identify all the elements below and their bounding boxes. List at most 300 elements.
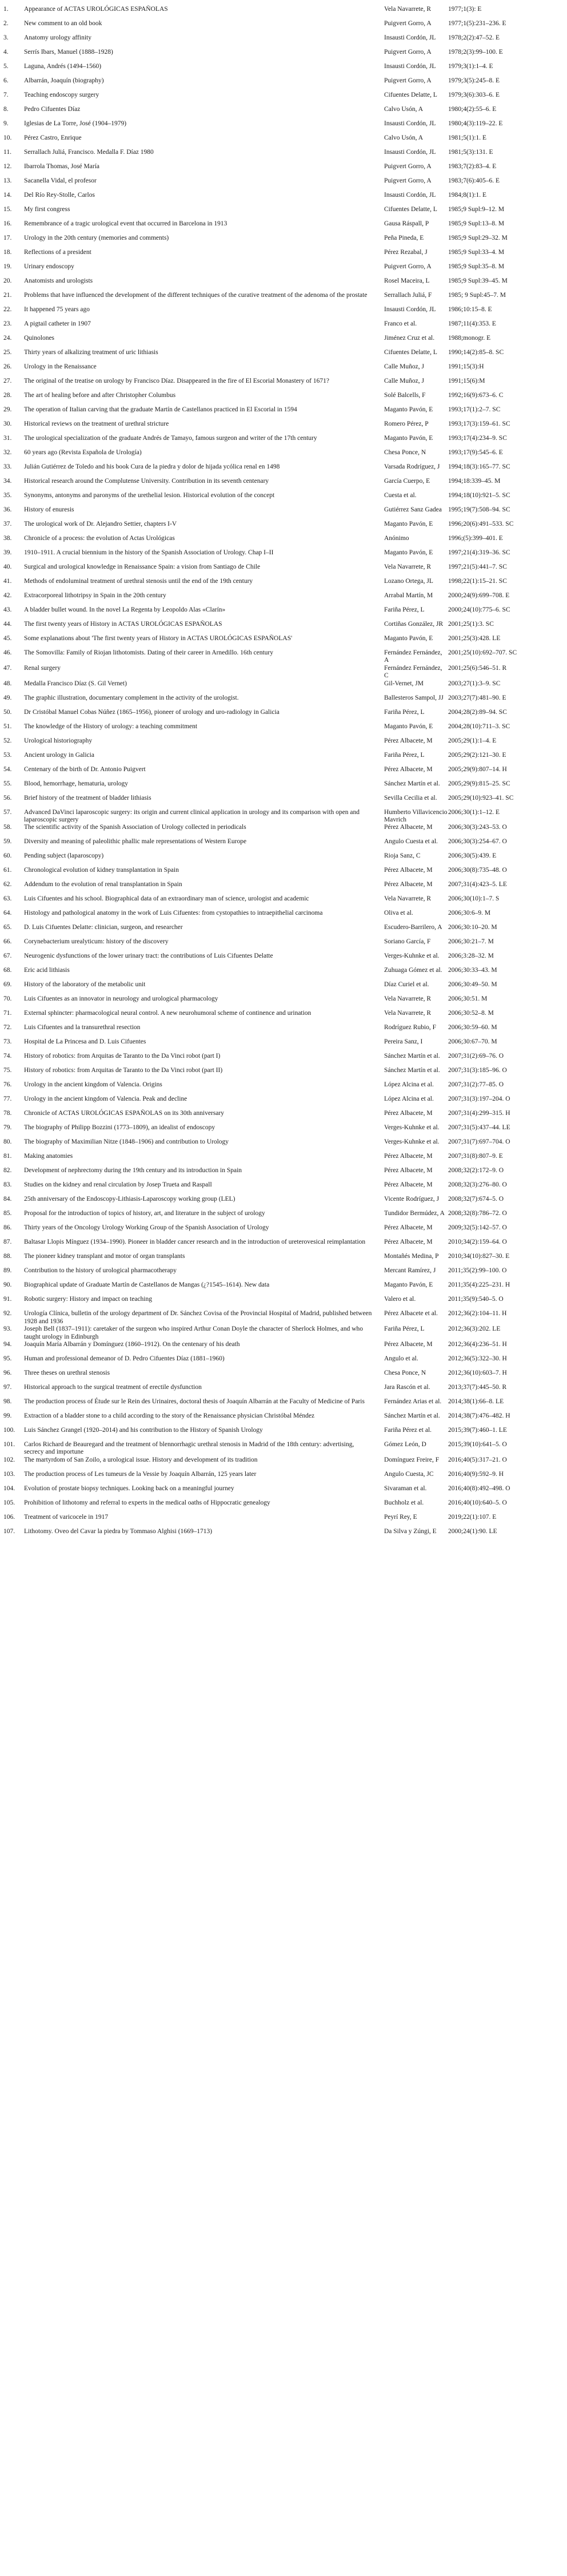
table-row	[0, 924, 567, 938]
entry-reference: 2005;29(10):923–41. SC	[448, 794, 514, 801]
entry-number: 44.	[3, 621, 12, 628]
entry-title: Del Río Rey-Stolle, Carlos	[24, 192, 95, 199]
entry-number: 28.	[3, 392, 12, 399]
entry-reference: 2012;36(4):236–51. H	[448, 1341, 507, 1348]
entry-title: Diversity and meaning of paleolithic phallic male representations of Western Europe	[24, 838, 247, 846]
entry-title: Addendum to the evolution of renal transplantation in Spain	[24, 881, 182, 888]
entry-author: Sánchez Martín et al.	[384, 780, 440, 787]
table-row	[0, 235, 567, 249]
table-row	[0, 1341, 567, 1355]
entry-number: 71.	[3, 1010, 12, 1017]
entry-number: 59.	[3, 838, 12, 846]
table-row	[0, 578, 567, 592]
entry-number: 98.	[3, 1398, 12, 1406]
entry-title: Human and professional demeanor of D. Pedro Cifuentes Díaz (1881–1960)	[24, 1355, 225, 1363]
entry-author: Calvo Usón, A	[384, 106, 424, 113]
entry-title: Urology in the ancient kingdom of Valencia. Peak and decline	[24, 1096, 187, 1103]
table-row	[0, 780, 567, 795]
table-row	[0, 1081, 567, 1096]
entry-author: Pérez Albacete, M	[384, 765, 433, 773]
entry-number: 50.	[3, 708, 12, 716]
entry-reference: 1978;2(2):47–52. E	[448, 34, 500, 41]
entry-title: Surgical and urological knowledge in Renaissance Spain: a vision from Santiago de Chile	[24, 563, 261, 570]
entry-number: 29.	[3, 406, 12, 413]
entry-author: Domínguez Freire, F	[384, 1456, 440, 1463]
entry-number: 66.	[3, 938, 12, 946]
entry-title: Joseph Bell (1837–1911): caretaker of the surgeon who inspired Arthur Conan Doyle the character of Sherlock Holmes, and who taught urology in Edinburgh	[24, 1325, 364, 1340]
entry-reference: 2007;31(5):437–44. LE	[448, 1124, 510, 1132]
entry-number: 85.	[3, 1210, 12, 1217]
entry-reference: 2006;30:52–8. M	[448, 1010, 494, 1017]
table-row	[0, 752, 567, 766]
entry-title: Lithotomy. Oveo del Cavar la piedra by Tommaso Alghisi (1669–1713)	[24, 1527, 213, 1535]
entry-author: Fariña Pérez, L	[384, 1325, 425, 1333]
entry-author: Pérez Albacete, M	[384, 1153, 433, 1160]
entry-number: 1.	[3, 6, 9, 13]
entry-author: Pérez Albacete, M	[384, 824, 433, 831]
entry-reference: 1994;18:339–45. M	[448, 478, 501, 485]
table-row	[0, 478, 567, 492]
entry-title: Problems that have influenced the development of the different techniques of the curative treatment of the adenoma of the prostate	[24, 292, 368, 299]
entry-reference: 1984;8(1):1. E	[448, 192, 487, 199]
table-row	[0, 709, 567, 723]
entry-reference: 2006;30:49–50. M	[448, 981, 497, 989]
entry-author: Varsada Rodríguez, J	[384, 463, 440, 470]
entry-number: 87.	[3, 1239, 12, 1246]
table-row	[0, 506, 567, 521]
entry-number: 91.	[3, 1296, 12, 1303]
table-row	[0, 910, 567, 924]
table-row	[0, 1514, 567, 1528]
entry-title: 25th anniversary of the Endoscopy-Lithiasis-Laparoscopy working group (LEL)	[24, 1196, 235, 1203]
entry-number: 54.	[3, 765, 12, 773]
entry-reference: 2006;30:59–60. M	[448, 1024, 497, 1031]
entry-title: The biography of Maximilian Nitze (1848–1906) and contribution to Urology	[24, 1138, 229, 1146]
entry-reference: 2007;31(4):299–315. H	[448, 1110, 510, 1117]
entry-author: Zuhuaga Gómez et al.	[384, 967, 442, 974]
table-row	[0, 895, 567, 910]
table-row	[0, 77, 567, 92]
entry-reference: 2016;40(5):317–21. O	[448, 1456, 507, 1463]
entry-author: Calle Muñoz, J	[384, 363, 424, 370]
entry-title: Hospital de La Princesa and D. Luis Cifuentes	[24, 1038, 146, 1046]
entry-number: 68.	[3, 967, 12, 974]
table-row	[0, 563, 567, 578]
table-row	[0, 838, 567, 852]
entry-reference: 1985;9 Supl:39–45. M	[448, 277, 508, 284]
entry-reference: 1998;22(1):15–21. SC	[448, 578, 507, 585]
entry-number: 26.	[3, 363, 12, 370]
entry-title: Prohibition of lithotomy and referral to experts in the medical oaths of Hippocratic genealogy	[24, 1499, 270, 1506]
entry-reference: 2012;36(5):322–30. H	[448, 1355, 507, 1363]
entry-number: 106.	[3, 1513, 15, 1521]
table-row	[0, 680, 567, 694]
entry-reference: 2007;31(8):807–9. E	[448, 1153, 503, 1160]
entry-author: Gutiérrez Sanz Gadea	[384, 506, 442, 513]
table-row	[0, 6, 567, 20]
entry-title: Serrallach Juliá, Francisco. Medalla F. Díaz 1980	[24, 149, 154, 156]
entry-title: Studies on the kidney and renal circulation by Josep Trueta and Raspall	[24, 1181, 212, 1189]
table-row	[0, 824, 567, 838]
entry-reference: 2006;30:21–7. M	[448, 938, 494, 946]
table-row	[0, 1138, 567, 1153]
entry-number: 43.	[3, 606, 12, 613]
entry-title: Sacanella Vidal, el profesor	[24, 177, 97, 184]
entry-number: 36.	[3, 506, 12, 513]
entry-author: Cifuentes Delatte, L	[384, 349, 437, 356]
entry-title: The graphic illustration, documentary complement in the activity of the urologist.	[24, 694, 239, 701]
entry-number: 27.	[3, 378, 12, 384]
entry-number: 63.	[3, 895, 12, 903]
table-row	[0, 549, 567, 563]
entry-author: Pérez Albacete, M	[384, 881, 433, 888]
entry-title: Appearance of ACTAS UROLÓGICAS ESPAÑOLAS	[24, 6, 168, 13]
entry-reference: 2010;34(10):827–30. E	[448, 1253, 510, 1260]
entry-reference: 2014;38(1):66–8. LE	[448, 1398, 504, 1406]
table-row	[0, 378, 567, 392]
entry-number: 42.	[3, 592, 12, 599]
entry-title: Anatomy urology affinity	[24, 34, 91, 41]
entry-reference: 1988;monogr. E	[448, 335, 491, 342]
entry-number: 14.	[3, 192, 12, 199]
entry-number: 45.	[3, 635, 12, 642]
entry-author: Pérez Albacete, M	[384, 1110, 433, 1117]
entry-title: Carlos Richard de Beauregard and the treatment of blennorrhagic urethral stenosis in Madrid of the 18th century: advertising, secrecy and importune	[24, 1441, 354, 1456]
publications-table-body	[0, 6, 567, 1542]
entry-reference: 1985;9 Supl:33–4. M	[448, 249, 505, 256]
table-row	[0, 292, 567, 306]
entry-title: Evolution of prostate biopsy techniques. Looking back on a meaningful journey	[24, 1485, 234, 1492]
entry-reference: 2005;29(9):807–14. H	[448, 765, 507, 773]
entry-number: 100.	[3, 1427, 15, 1434]
entry-title: History of robotics: from Arquitas de Taranto to the Da Vinci robot (part I)	[24, 1053, 221, 1060]
table-row	[0, 981, 567, 995]
table-row	[0, 1239, 567, 1253]
entry-number: 102.	[3, 1456, 15, 1463]
entry-title: Extraction of a bladder stone to a child according to the story of the Renaissance physician Christóbal Méndez	[24, 1412, 315, 1420]
entry-reference: 2016;40(9):592–9. H	[448, 1470, 504, 1478]
entry-author: Puigvert Gorro, A	[384, 177, 432, 184]
entry-author: Pérez Rezabal, J	[384, 249, 428, 256]
entry-author: Peyrí Rey, E	[384, 1513, 417, 1521]
table-row	[0, 881, 567, 895]
entry-number: 76.	[3, 1081, 12, 1089]
table-row	[0, 106, 567, 120]
entry-reference: 1979;3(1):1–4. E	[448, 63, 493, 70]
entry-title: Medalla Francisco Díaz (S. Gil Vernet)	[24, 680, 127, 687]
entry-author: Verges-Kuhnke et al.	[384, 1124, 440, 1132]
entry-number: 96.	[3, 1370, 12, 1377]
entry-title: Chronological evolution of kidney transplantation in Spain	[24, 867, 179, 874]
entry-title: Albarrán, Joaquín (biography)	[24, 77, 104, 84]
table-row	[0, 92, 567, 106]
entry-number: 65.	[3, 924, 12, 931]
entry-title: Baltasar Llopis Mínguez (1934–1990). Pioneer in bladder cancer research and in the introduction of ureterovesical reimplantation	[24, 1239, 366, 1246]
entry-author: Maganto Pavón, E	[384, 549, 433, 556]
table-row	[0, 363, 567, 378]
table-row	[0, 1485, 567, 1499]
entry-author: Tundidor Bermúdez, A	[384, 1210, 445, 1217]
entry-title: Synonyms, antonyms and paronyms of the urethelial lesion. Historical evolution of the concept	[24, 492, 275, 499]
entry-number: 39.	[3, 549, 12, 556]
table-row	[0, 120, 567, 134]
table-row	[0, 134, 567, 149]
entry-title: Teaching endoscopy surgery	[24, 92, 99, 98]
entry-author: Serrallach Juliá, F	[384, 292, 432, 299]
entry-reference: 1993;17(4):234–9. SC	[448, 435, 507, 442]
entry-author: Verges-Kuhnke et al.	[384, 1138, 440, 1146]
table-row	[0, 149, 567, 163]
entry-reference: 1977;1(5):231–236. E	[448, 20, 506, 27]
table-row	[0, 952, 567, 967]
table-row	[0, 1253, 567, 1267]
entry-title: Advanced DaVinci laparoscopic surgery: its origin and current clinical application in urology and its comparison with open and laparoscopic surgery	[24, 808, 360, 824]
entry-reference: 2001;25(10):692–707. SC	[448, 649, 517, 656]
entry-reference: 2006;30:67–70. M	[448, 1038, 497, 1046]
entry-number: 49.	[3, 694, 12, 701]
entry-reference: 1997;21(5):441–7. SC	[448, 563, 507, 570]
entry-title: The production process of Les tumeurs de la Vessie by Joaquín Albarrán, 125 years later	[24, 1470, 257, 1478]
table-row	[0, 406, 567, 420]
entry-number: 64.	[3, 910, 12, 917]
table-row	[0, 737, 567, 752]
entry-reference: 2001;25(3):428. LE	[448, 635, 501, 642]
entry-author: Buchholz et al.	[384, 1499, 424, 1506]
entry-reference: 2007;31(7):697–704. O	[448, 1138, 510, 1146]
table-row	[0, 1210, 567, 1224]
entry-author: Vela Navarrete, R	[384, 895, 432, 903]
table-row	[0, 1412, 567, 1427]
entry-number: 3.	[3, 34, 9, 41]
entry-number: 51.	[3, 723, 12, 730]
entry-reference: 1979;3(5):245–8. E	[448, 77, 500, 84]
table-row	[0, 1167, 567, 1181]
table-row	[0, 967, 567, 981]
table-row	[0, 220, 567, 235]
entry-number: 18.	[3, 249, 12, 256]
entry-author: Rioja Sanz, C	[384, 852, 421, 860]
entry-author: Calle Muñoz, J	[384, 378, 424, 384]
entry-number: 47.	[3, 664, 12, 672]
entry-title: Quinolones	[24, 335, 55, 342]
entry-title: Luis Sánchez Grangel (1920–2014) and his contribution to the History of Spanish Urology	[24, 1427, 263, 1434]
table-row	[0, 766, 567, 780]
entry-author: Escudero-Barrilero, A	[384, 924, 442, 931]
entry-title: Joaquín María Albarrán y Domínguez (1860–1912). On the centenary of his death	[24, 1341, 240, 1348]
entry-reference: 1980;4(3):119–22. E	[448, 120, 503, 127]
entry-reference: 2005;29(1):1–4. E	[448, 737, 497, 744]
table-row	[0, 49, 567, 63]
entry-number: 48.	[3, 680, 12, 687]
entry-reference: 2008;32(8):786–72. O	[448, 1210, 507, 1217]
entry-number: 79.	[3, 1124, 12, 1132]
entry-reference: 1994;18(10):921–5. SC	[448, 492, 510, 499]
entry-number: 62.	[3, 881, 12, 888]
entry-author: Valero et al.	[384, 1296, 416, 1303]
entry-author: Vela Navarrete, R	[384, 6, 432, 13]
entry-reference: 2004;28(10):711–3. SC	[448, 723, 510, 730]
table-row	[0, 606, 567, 621]
table-row	[0, 1355, 567, 1370]
entry-number: 82.	[3, 1167, 12, 1174]
entry-title: The urological specialization of the graduate Andrés de Tamayo, famous surgeon and writer of the 17th century	[24, 435, 317, 442]
entry-reference: 2000;24(10):775–6. SC	[448, 606, 510, 613]
entry-title: External sphincter: pharmacological neural control. A new neurohumoral scheme of continence and urination	[24, 1010, 312, 1017]
entry-reference: 2000;24(1):90. LE	[448, 1527, 497, 1535]
entry-title: Biographical update of Graduate Martín de Castellanos de Mangas (¿?1545–1614). New data	[24, 1281, 270, 1289]
entry-reference: 2009;32(5):142–57. O	[448, 1224, 507, 1232]
entry-reference: 2016;40(8):492–498. O	[448, 1485, 510, 1492]
entry-title: Centenary of the birth of Dr. Antonio Puigvert	[24, 765, 146, 773]
table-row	[0, 1456, 567, 1471]
entry-title: Julián Gutiérrez de Toledo and his book Cura de la piedra y dolor de hijada ycólica renal en 1498	[24, 463, 280, 470]
table-row	[0, 1096, 567, 1110]
entry-title: It happened 75 years ago	[24, 306, 90, 313]
entry-number: 105.	[3, 1499, 15, 1506]
entry-title: Methods of endoluminal treatment of urethral stenosis until the end of the 19th century	[24, 578, 253, 585]
entry-author: Pérez Albacete, M	[384, 1341, 433, 1348]
entry-reference: 2007;31(3):197–204. O	[448, 1096, 510, 1103]
entry-author: Lozano Ortega, JL	[384, 578, 433, 585]
entry-number: 31.	[3, 435, 12, 442]
entry-number: 5.	[3, 63, 9, 70]
entry-title: Thirty years of the Oncology Urology Working Group of the Spanish Association of Urology	[24, 1224, 269, 1232]
entry-number: 73.	[3, 1038, 12, 1046]
entry-number: 61.	[3, 867, 12, 874]
entry-number: 15.	[3, 206, 12, 213]
entry-number: 94.	[3, 1341, 12, 1348]
entry-title: 60 years ago (Revista Española de Urología)	[24, 449, 142, 456]
table-row	[0, 20, 567, 34]
entry-author: Insausti Cordón, JL	[384, 192, 436, 199]
entry-number: 80.	[3, 1138, 12, 1146]
entry-title: The biography of Philipp Bozzini (1773–1809), an idealist of endoscopy	[24, 1124, 215, 1132]
entry-number: 40.	[3, 563, 12, 570]
entry-number: 69.	[3, 981, 12, 989]
entry-author: Franco et al.	[384, 320, 417, 327]
table-row	[0, 535, 567, 549]
entry-author: Insausti Cordón, JL	[384, 306, 436, 313]
entry-reference: 2011;35(4):225–231. H	[448, 1281, 510, 1289]
entry-author: Insausti Cordón, JL	[384, 34, 436, 41]
entry-author: Pérez Albacete, M	[384, 1224, 433, 1232]
entry-author: Insausti Cordón, JL	[384, 120, 436, 127]
entry-author: Pereira Sanz, I	[384, 1038, 423, 1046]
table-row	[0, 1053, 567, 1067]
entry-title: Urología Clínica, bulletin of the urology department of Dr. Sánchez Covisa of the Provincial Hospital of Madrid, published between 1928 and 1936	[24, 1310, 372, 1325]
entry-title: Serrís Ibars, Manuel (1888–1928)	[24, 49, 113, 55]
entry-author: López Alcina et al.	[384, 1096, 434, 1103]
table-row	[0, 34, 567, 49]
entry-reference: 1992;16(9):673–6. C	[448, 392, 504, 399]
entry-author: Vicente Rodríguez, J	[384, 1196, 440, 1203]
table-row	[0, 1310, 567, 1325]
entry-number: 95.	[3, 1355, 12, 1363]
entry-title: Neurogenic dysfunctions of the lower urinary tract: the contributions of Luis Cifuentes Delatte	[24, 952, 273, 960]
entry-reference: 2001;25(1):3. SC	[448, 621, 494, 628]
entry-author: Gausa Ráspall, P	[384, 220, 429, 227]
entry-author: Solé Balcells, F	[384, 392, 426, 399]
entry-reference: 2012;36(3):202. LE	[448, 1325, 501, 1333]
entry-number: 93.	[3, 1325, 12, 1333]
entry-author: Pérez Albacete, M	[384, 1181, 433, 1189]
entry-title: Pérez Castro, Enrique	[24, 134, 82, 141]
table-row	[0, 320, 567, 335]
entry-author: Jiménez Cruz et al.	[384, 335, 435, 342]
table-row	[0, 694, 567, 709]
entry-number: 75.	[3, 1067, 12, 1074]
entry-author: Maganto Pavón, E	[384, 435, 433, 442]
entry-author: Romero Pérez, P	[384, 420, 429, 427]
entry-author: Maganto Pavón, E	[384, 1281, 433, 1289]
entry-title: Reflections of a president	[24, 249, 91, 256]
table-row	[0, 177, 567, 192]
entry-author: Anónimo	[384, 535, 409, 542]
entry-author: Pérez Albacete, M	[384, 737, 433, 744]
entry-reference: 2005;29(2):121–30. E	[448, 751, 506, 759]
entry-number: 6.	[3, 77, 9, 84]
entry-reference: 2007;31(3):185–96. O	[448, 1067, 507, 1074]
entry-author: Chesa Ponce, N	[384, 1370, 426, 1377]
entry-author: Rodríguez Rubio, F	[384, 1024, 437, 1031]
entry-reference: 1979;3(6):303–6. E	[448, 92, 500, 98]
entry-reference: 2006;30(1):1–12. E	[448, 808, 500, 816]
entry-title: Thirty years of alkalizing treatment of uric lithiasis	[24, 349, 158, 356]
entry-title: Historical approach to the surgical treatment of erectile dysfunction	[24, 1384, 202, 1391]
entry-title: Luis Cifuentes and la transurethral resection	[24, 1024, 141, 1031]
entry-reference: 2007;31(2):69–76. O	[448, 1053, 504, 1060]
entry-title: Luis Cifuentes and his school. Biographical data of an extraordinary man of science, urologist and academic	[24, 895, 309, 903]
entry-number: 21.	[3, 292, 12, 299]
entry-number: 72.	[3, 1024, 12, 1031]
entry-reference: 2016;40(10):640–5. O	[448, 1499, 507, 1506]
table-row	[0, 449, 567, 463]
entry-title: Contribution to the history of urological pharmacotherapy	[24, 1267, 177, 1275]
entry-reference: 1985; 9 Supl:45–7. M	[448, 292, 506, 299]
entry-number: 46.	[3, 649, 12, 656]
entry-reference: 1993;17(9):545–6. E	[448, 449, 503, 456]
table-row	[0, 463, 567, 478]
entry-author: Cuesta et al.	[384, 492, 417, 499]
entry-title: The martyrdom of San Zoilo, a urological issue. History and development of its tradition	[24, 1456, 258, 1463]
table-row	[0, 1224, 567, 1239]
table-row	[0, 809, 567, 824]
entry-number: 107.	[3, 1527, 15, 1535]
entry-reference: 2015;39(7):460–1. LE	[448, 1427, 507, 1434]
table-row	[0, 392, 567, 406]
entry-reference: 2006;30:51. M	[448, 995, 488, 1003]
entry-title: Laguna, Andrés (1494–1560)	[24, 63, 102, 70]
entry-reference: 1991;15(6):M	[448, 378, 485, 384]
entry-title: Pending subject (laparoscopy)	[24, 852, 104, 860]
entry-title: The pioneer kidney transplant and motor of organ transplants	[24, 1253, 185, 1260]
entry-reference: 2000;24(9):699–708. E	[448, 592, 510, 599]
entry-reference: 2005;29(9):815–25. SC	[448, 780, 510, 787]
entry-number: 104.	[3, 1485, 15, 1492]
entry-number: 97.	[3, 1384, 12, 1391]
entry-reference: 1986;10:15–8. E	[448, 306, 492, 313]
entry-title: Anatomists and urologists	[24, 277, 93, 284]
entry-title: The first twenty years of History in ACTAS UROLÓGICAS ESPAÑOLAS	[24, 621, 222, 628]
entry-author: Sánchez Martín et al.	[384, 1067, 440, 1074]
entry-number: 13.	[3, 177, 12, 184]
entry-reference: 1987;11(4):353. E	[448, 320, 496, 327]
entry-title: Urology in the Renaissance	[24, 363, 97, 370]
entry-title: Brief history of the treatment of bladder lithiasis	[24, 794, 151, 801]
entry-author: Pérez Albacete, M	[384, 1239, 433, 1246]
entry-reference: 1994;18(3):165–77. SC	[448, 463, 510, 470]
entry-title: Pedro Cifuentes Díaz	[24, 106, 81, 113]
